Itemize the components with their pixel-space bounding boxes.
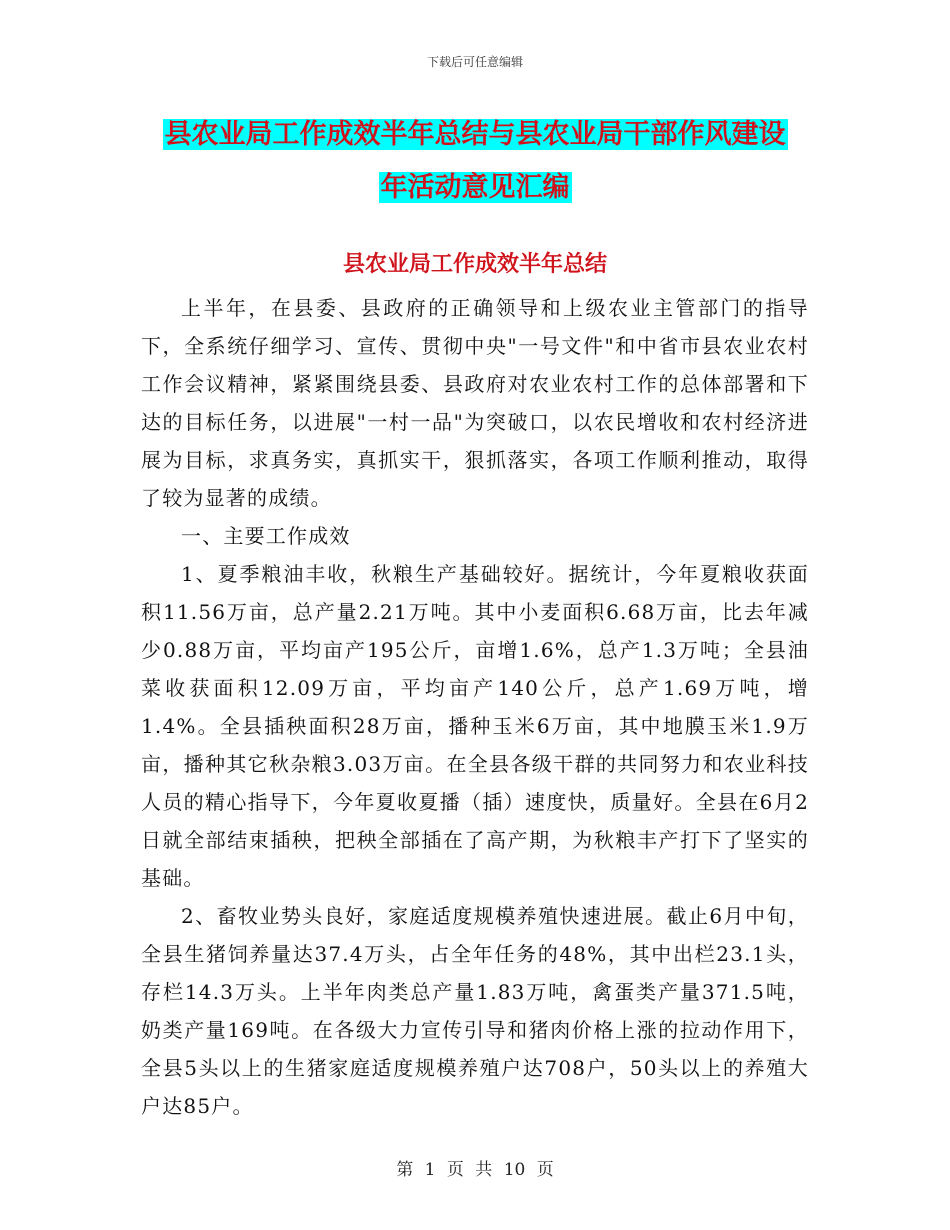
paragraph-intro: 上半年，在县委、县政府的正确领导和上级农业主管部门的指导下，全系统仔细学习、宣传、贯彻中央"一号文件"和中省市县农业农村工作会议精神，紧紧围绕县委、县政府对农业农村工作的总体部署和下达的目标任务，以进展"一村一品"为突破口，以农民增收和农村经济进展为目标，求真务实，真抓实干，狠抓落实，各项工作顺利推动，取得了较为显著的成绩。 (141, 296, 809, 510)
heading-main-achievements: 一、主要工作成效 (181, 524, 351, 548)
section-title: 县农业局工作成效半年总结 (342, 252, 607, 277)
document-title-line-2: 年活动意见汇编 (380, 172, 570, 203)
document-body (141, 289, 809, 1125)
paragraph-livestock: 2、畜牧业势头良好，家庭适度规模养殖快速进展。截止6月中旬，全县生猪饲养量达37.4万头，占全年任务的48%，其中出栏23.1头，存栏14.3万头。上半年肉类总产量1.83万吨，禽蛋类产量371.5吨，奶类产量169吨。在各级大力宣传引导和猪肉价格上涨的拉动作用下，全县5头以上的生猪家庭适度规模养殖户达708户，50头以上的养殖大户达85户。 (141, 904, 809, 1118)
page-number: 第 1 页 共 10 页 (396, 1160, 554, 1180)
page-header-note: 下载后可任意编辑 (426, 55, 523, 69)
document-title-line-1: 县农业局工作成效半年总结与县农业局干部作风建设 (164, 119, 786, 150)
document-title (0, 108, 950, 214)
paragraph-grain-harvest: 1、夏季粮油丰收，秋粮生产基础较好。据统计，今年夏粮收获面积11.56万亩，总产量2.21万吨。其中小麦面积6.68万亩，比去年减少0.88万亩，平均亩产195公斤，亩增1.6%，总产1.3万吨；全县油菜收获面积12.09万亩，平均亩产140公斤，总产1.69万吨，增1.4%。全县插秧面积28万亩，播种玉米6万亩，其中地膜玉米1.9万亩，播种其它秋杂粮3.03万亩。在全县各级干群的共同努力和农业科技人员的精心指导下，今年夏收夏播（插）速度快，质量好。全县在6月2日就全部结束插秧，把秧全部插在了高产期，为秋粮丰产打下了坚实的基础。 (141, 562, 809, 890)
